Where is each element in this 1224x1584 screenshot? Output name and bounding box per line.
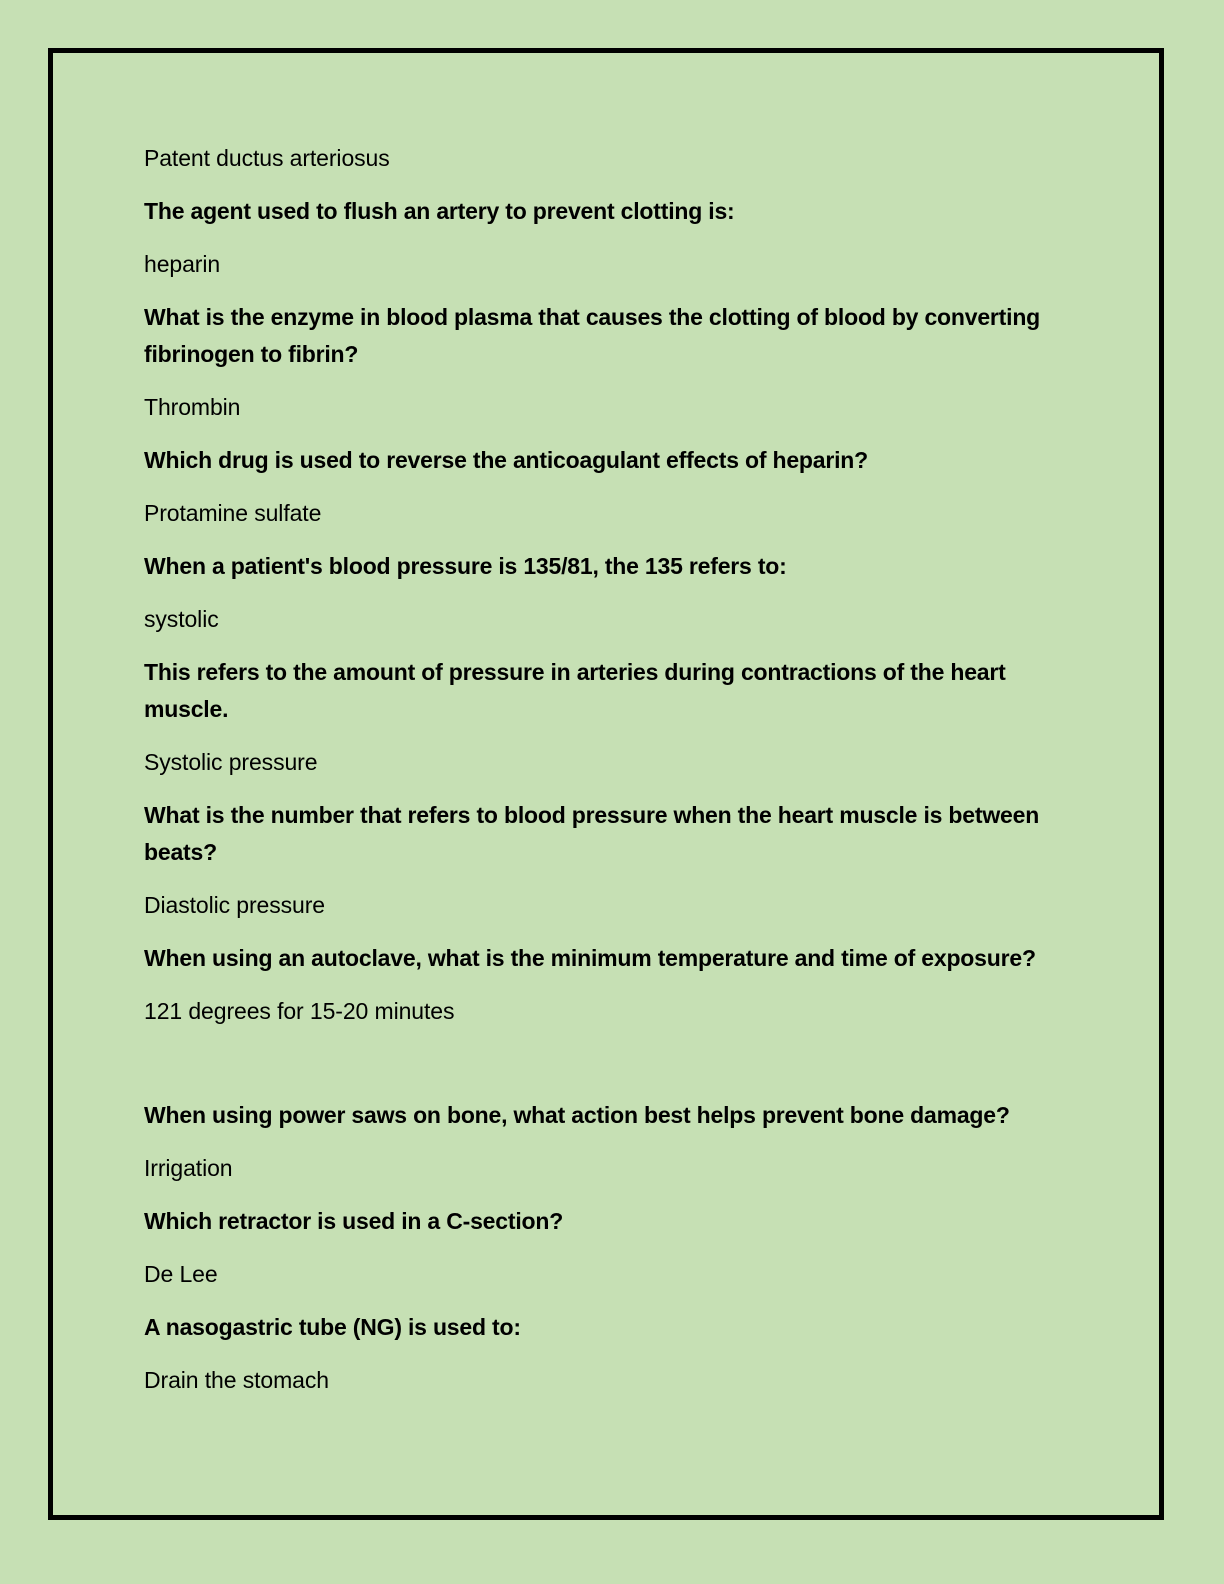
- question-text: Which retractor is used in a C-section?: [144, 1208, 564, 1234]
- answer-text: Patent ductus arteriosus: [144, 145, 390, 171]
- answer-text: Drain the stomach: [144, 1367, 329, 1393]
- question-text: When using an autoclave, what is the minimum temperature and time of exposure?: [144, 945, 1036, 971]
- answer-text: systolic: [144, 606, 219, 632]
- answer-text: Systolic pressure: [144, 749, 318, 775]
- answer-text: Thrombin: [144, 394, 241, 420]
- answer-text: Irrigation: [144, 1155, 233, 1181]
- spacer: [144, 1046, 1064, 1097]
- question-text: What is the enzyme in blood plasma that causes the clotting of blood by converting fibrinogen to fibrin?: [144, 304, 1041, 367]
- question-text: When using power saws on bone, what action best helps prevent bone damage?: [144, 1102, 1010, 1128]
- answer-text: heparin: [144, 251, 221, 277]
- answer-text: De Lee: [144, 1261, 218, 1287]
- qa-content: [144, 140, 1064, 1415]
- question-text: This refers to the amount of pressure in arteries during contractions of the heart muscle.: [144, 659, 1006, 722]
- question-text: The agent used to flush an artery to prevent clotting is:: [144, 198, 735, 224]
- question-text: When a patient's blood pressure is 135/81, the 135 refers to:: [144, 553, 787, 579]
- answer-text: 121 degrees for 15-20 minutes: [144, 998, 455, 1024]
- answer-text: Protamine sulfate: [144, 500, 322, 526]
- question-text: What is the number that refers to blood pressure when the heart muscle is between beats?: [144, 802, 1040, 865]
- question-text: Which drug is used to reverse the anticoagulant effects of heparin?: [144, 447, 869, 473]
- question-text: A nasogastric tube (NG) is used to:: [144, 1314, 521, 1340]
- answer-text: Diastolic pressure: [144, 892, 325, 918]
